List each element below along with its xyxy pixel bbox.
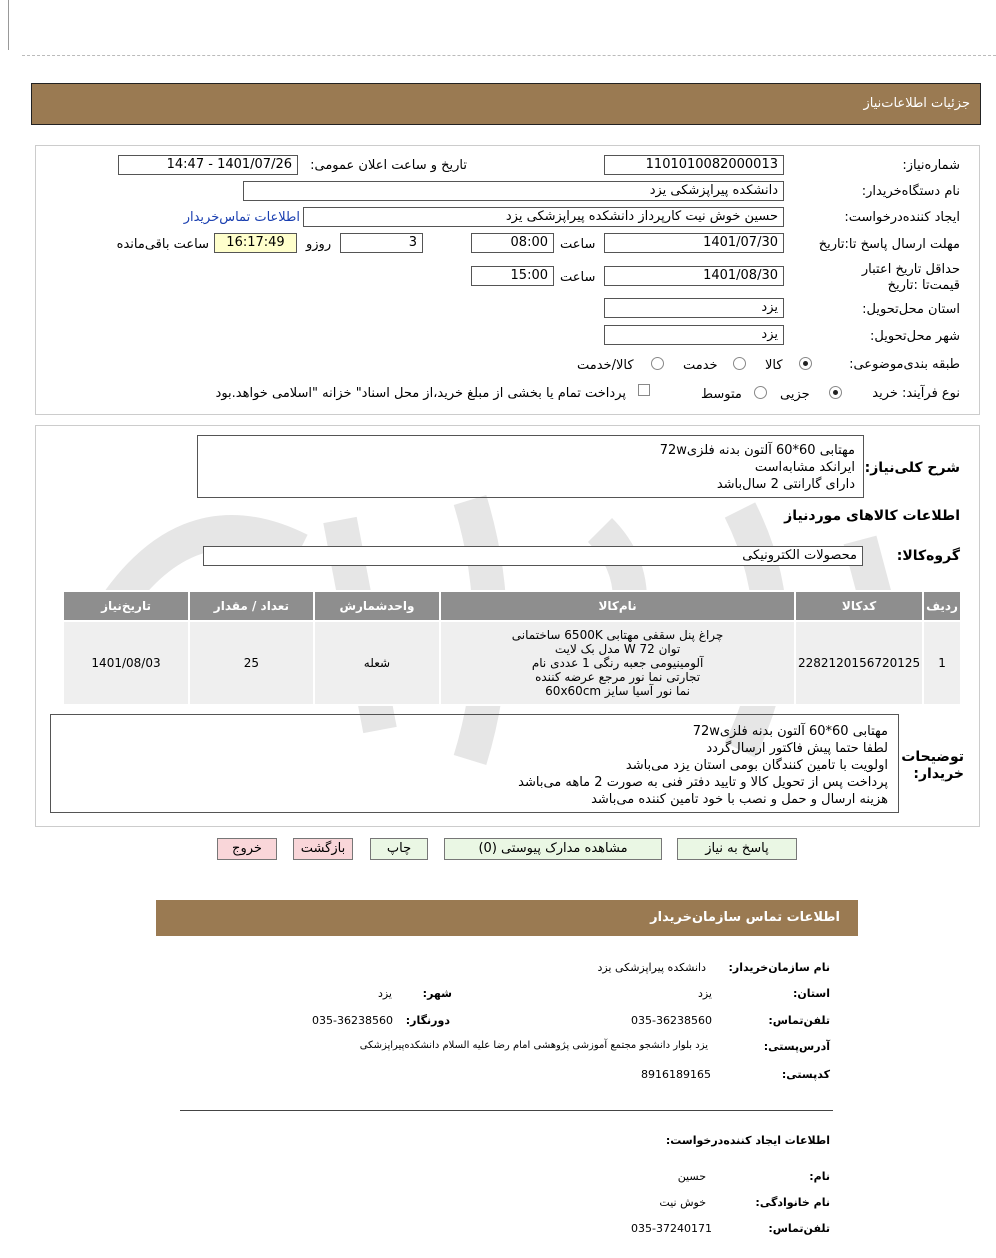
summary-label: شرح کلی‌نیاز: xyxy=(864,460,960,476)
buyer-notes-box xyxy=(50,714,899,813)
creator-family-label: نام خانوادگی: xyxy=(755,1196,830,1209)
buyer-note-line: هزینه ارسال و حمل و نصب با خود تامین کننده می‌باشد xyxy=(591,792,888,807)
summary-box xyxy=(197,435,864,498)
goods-group-field: محصولات الکترونیکی xyxy=(203,546,863,566)
summary-line: ایرانکد مشابه‌است xyxy=(754,460,855,475)
province-field: یزد xyxy=(604,298,784,318)
cell-quantity: 25 xyxy=(189,621,314,705)
col-need-date: تاریخ‌نیاز xyxy=(63,591,189,621)
contact-province-label: استان: xyxy=(793,987,830,1000)
cell-row-number: 1 xyxy=(923,621,961,705)
col-item-code: کدکالا xyxy=(795,591,923,621)
col-row: ردیف xyxy=(923,591,961,621)
table-row xyxy=(63,621,961,705)
validity-date-field: 1401/08/30 xyxy=(604,266,784,286)
treasury-payment-checkbox[interactable] xyxy=(638,384,650,396)
process-radio-minor[interactable] xyxy=(829,386,842,399)
category-label: طبقه بندی‌موضوعی: xyxy=(849,357,960,372)
reply-button[interactable]: پاسخ به نیاز xyxy=(677,838,797,860)
col-unit: واحدشمارش xyxy=(314,591,440,621)
deadline-label: مهلت ارسال پاسخ تا:تاریخ xyxy=(818,237,960,252)
requester-field: حسین خوش نیت کارپرداز دانشکده پیراپزشکی یزد xyxy=(303,207,784,227)
treasury-payment-note: پرداخت تمام یا بخشی از مبلغ خرید،از محل اسناد" خزانه "اسلامی خواهد.بود xyxy=(215,386,626,401)
remaining-time-label: ساعت باقی‌مانده xyxy=(116,237,209,252)
category-option-service: خدمت xyxy=(683,358,718,373)
goods-section-title: اطلاعات کالاهای موردنیاز xyxy=(784,508,960,524)
buyer-contact-header xyxy=(156,900,858,936)
contact-city-value: یزد xyxy=(377,987,392,1000)
contact-postal-value: 8916189165 xyxy=(641,1068,711,1081)
item-name-line: چراغ پنل سقفی مهتابی 6500K ساختمانی xyxy=(511,628,724,642)
buyer-org-label: نام دستگاه‌خریدار: xyxy=(861,184,960,199)
contact-postal-label: کدپستی: xyxy=(781,1068,830,1081)
summary-line: دارای گارانتی 2 سال‌باشد xyxy=(716,477,855,492)
need-number-field: 1101010082000013 xyxy=(604,155,784,175)
goods-group-label: گروه‌کالا: xyxy=(896,548,960,564)
buyer-contact-link[interactable]: اطلاعات تماس‌خریدار xyxy=(183,210,300,225)
announce-label: تاریخ و ساعت اعلان عمومی: xyxy=(310,158,467,173)
process-option-minor: جزیی xyxy=(780,387,810,402)
process-label: نوع فرآیند: خرید xyxy=(872,386,960,401)
cell-item-code: 2282120156720125 xyxy=(795,621,923,705)
need-number-label: شماره‌نیاز: xyxy=(902,158,960,173)
cell-unit: شعله xyxy=(314,621,440,705)
goods-table-header xyxy=(63,591,961,621)
deadline-time-label: ساعت xyxy=(560,237,596,252)
page-header-title: جزئیات اطلاعات‌نیاز xyxy=(863,96,970,111)
contact-province-value: یزد xyxy=(697,987,712,1000)
contact-phone-label: تلفن‌تماس: xyxy=(768,1014,830,1027)
item-name-line: تجارتی نما نور مرجع عرضه کننده xyxy=(535,670,701,684)
summary-line: مهتابی 60*60 آلتون بدنه فلزی72w xyxy=(659,443,855,458)
creator-phone-value: 035-37240171 xyxy=(631,1222,712,1235)
exit-button[interactable]: خروج xyxy=(217,838,277,860)
city-field: یزد xyxy=(604,325,784,345)
contact-city-label: شهر: xyxy=(422,987,452,1000)
creator-phone-label: تلفن‌تماس: xyxy=(768,1222,830,1235)
days-remaining-field: 3 xyxy=(340,233,423,253)
col-item-name: نام‌کالا xyxy=(440,591,795,621)
remaining-time-field: 16:17:49 xyxy=(214,233,297,253)
buyer-note-line: پرداخت پس از تحویل کالا و تایید دفتر فنی به صورت 2 ماهه می‌باشد xyxy=(518,775,888,790)
goods-table xyxy=(62,590,962,706)
item-name-line: آلومینیومی جعبه رنگی 1 عددی نام xyxy=(531,656,704,670)
print-button[interactable]: چاپ xyxy=(370,838,428,860)
creator-name-label: نام: xyxy=(809,1170,830,1183)
view-attachments-button[interactable]: مشاهده مدارک پیوستی (0) xyxy=(444,838,662,860)
left-border-line xyxy=(8,0,9,50)
buyer-note-line: مهتابی 60*60 آلتون بدنه فلزی72w xyxy=(692,724,888,739)
creator-name-value: حسین xyxy=(677,1170,706,1183)
creator-title: اطلاعات ایجاد کننده‌درخواست: xyxy=(665,1134,830,1147)
deadline-time-field: 08:00 xyxy=(471,233,554,253)
validity-time-label: ساعت xyxy=(560,270,596,285)
cell-item-name xyxy=(440,621,795,705)
buyer-note-line: اولویت با تامین کنندگان بومی استان یزد می‌باشد xyxy=(625,758,888,773)
contact-phone-value: 035-36238560 xyxy=(631,1014,712,1027)
item-name-line: توان W 72 مدل بک لایت xyxy=(554,642,681,656)
city-label: شهر محل‌تحویل: xyxy=(870,329,960,344)
buyer-note-line: لطفا حتما پیش فاکتور ارسال‌گردد xyxy=(706,741,888,756)
buyer-contact-title: اطلاعات تماس سازمان‌خریدار xyxy=(650,910,840,925)
category-radio-service[interactable] xyxy=(733,357,746,370)
validity-label: حداقل تاریخ اعتبار قیمت‌تا :تاریخ xyxy=(861,262,960,293)
buyer-org-field: دانشکده پیراپزشکی یزد xyxy=(243,181,784,201)
cell-need-date: 1401/08/03 xyxy=(63,621,189,705)
category-option-goods: کالا xyxy=(765,358,783,373)
col-quantity: تعداد / مقدار xyxy=(189,591,314,621)
org-name-value: دانشکده پیراپزشکی یزد xyxy=(597,961,706,974)
contact-fax-value: 035-36238560 xyxy=(312,1014,393,1027)
org-name-label: نام سازمان‌خریدار: xyxy=(728,961,830,974)
deadline-date-field: 1401/07/30 xyxy=(604,233,784,253)
page-header-bar xyxy=(31,83,981,125)
validity-time-field: 15:00 xyxy=(471,266,554,286)
creator-family-value: خوش نیت xyxy=(659,1196,706,1209)
category-radio-goods-service[interactable] xyxy=(651,357,664,370)
contact-fax-label: دورنگار: xyxy=(405,1014,450,1027)
top-dashed-divider xyxy=(22,55,996,56)
process-option-medium: متوسط xyxy=(701,387,742,402)
process-radio-medium[interactable] xyxy=(754,386,767,399)
contact-address-value: یزد بلوار دانشجو مجتمع آموزشی پژوهشی امام رضا علیه السلام دانشکده‌پیراپزشکی xyxy=(359,1040,708,1051)
category-radio-goods[interactable] xyxy=(799,357,812,370)
buyer-notes-label: توضیحات خریدار: xyxy=(901,749,964,782)
requester-label: ایجاد کننده‌درخواست: xyxy=(844,210,960,225)
announce-field: 1401/07/26 - 14:47 xyxy=(118,155,298,175)
contact-address-label: آدرس‌پستی: xyxy=(763,1040,830,1053)
item-name-line: نما نور آسیا سایز 60x60cm xyxy=(545,684,690,698)
category-option-goods-service: کالا/خدمت xyxy=(577,358,634,373)
back-button[interactable]: بازگشت xyxy=(293,838,353,860)
days-label: روزو xyxy=(306,237,332,252)
province-label: استان محل‌تحویل: xyxy=(862,302,960,317)
contact-divider xyxy=(180,1110,833,1111)
